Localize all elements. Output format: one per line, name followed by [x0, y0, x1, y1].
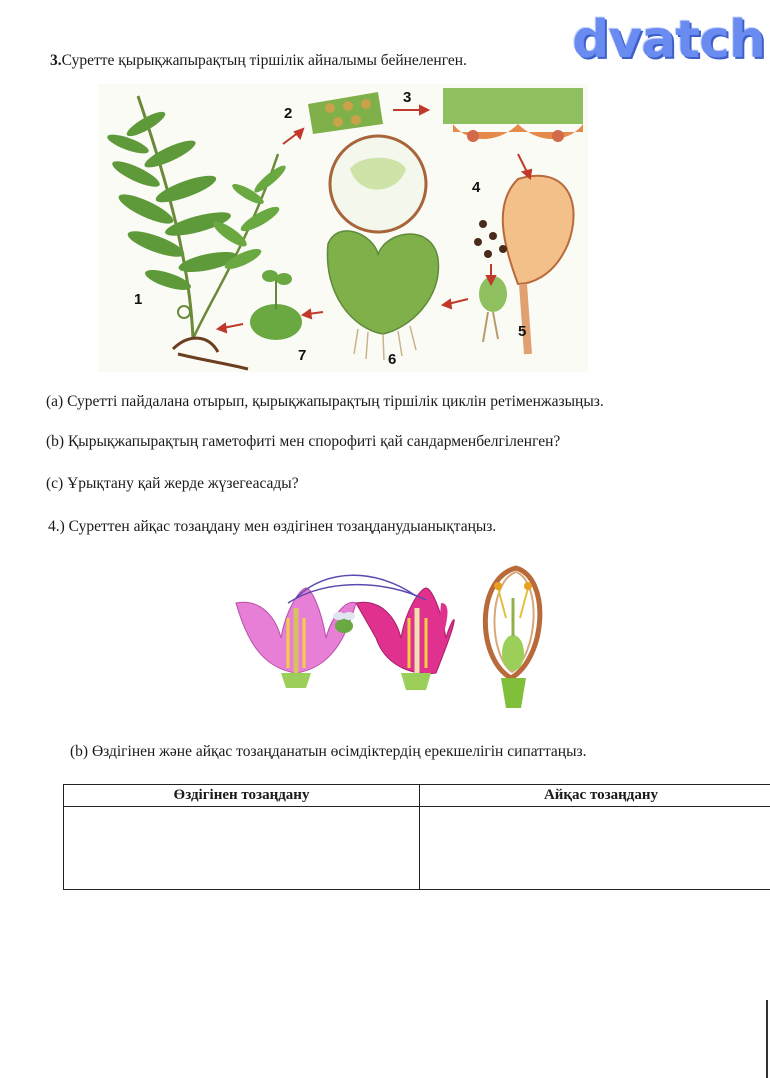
question-4b: (b) Өздігінен және айқас тозаңданатын өсімдіктердің ерекшелігін сипаттаңыз. [70, 743, 587, 760]
question-3a: (a) Суретті пайдалана отырып, қырықжапырақтың тіршілік циклін ретіменжазыңыз. [46, 393, 604, 410]
question-3-title [50, 52, 467, 70]
question-3-number: 3. [50, 52, 62, 69]
table-cell-cross-pollination[interactable] [420, 807, 770, 890]
fig-label-3: 3 [403, 89, 412, 106]
table-cell-self-pollination[interactable] [64, 807, 420, 890]
left-flower-illustration [236, 588, 356, 688]
question-3b: (b) Қырықжапырақтың гаметофиті мен спорофиті қай сандарменбелгіленген? [46, 433, 561, 450]
page-edge-line [766, 1000, 768, 1078]
question-4-title: 4.) Суреттен айқас тозаңдану мен өздігінен тозаңданудыанықтаңыз. [48, 518, 497, 535]
fig-label-5: 5 [518, 323, 527, 340]
fig-label-1: 1 [134, 291, 143, 308]
fig-label-4: 4 [472, 179, 481, 196]
fig-label-7: 7 [298, 347, 307, 364]
table-header-self-pollination: Өздігінен тозаңдану [64, 785, 420, 807]
watermark: dvatch [572, 10, 765, 70]
fern-life-cycle-figure [98, 84, 588, 372]
question-3c: (c) Ұрықтану қай жерде жүзегеасады? [46, 475, 299, 492]
fig-label-2: 2 [284, 105, 293, 122]
pollination-table [63, 784, 770, 890]
pollination-figure [226, 558, 566, 708]
fig-label-6: 6 [388, 351, 397, 368]
question-3-text: Суретте қырықжапырақтың тіршілік айналымы бейнеленген. [61, 52, 467, 69]
right-flower-illustration [356, 588, 454, 690]
self-pollinating-flower-illustration [485, 568, 540, 708]
table-header-cross-pollination: Айқас тозаңдану [420, 785, 770, 807]
